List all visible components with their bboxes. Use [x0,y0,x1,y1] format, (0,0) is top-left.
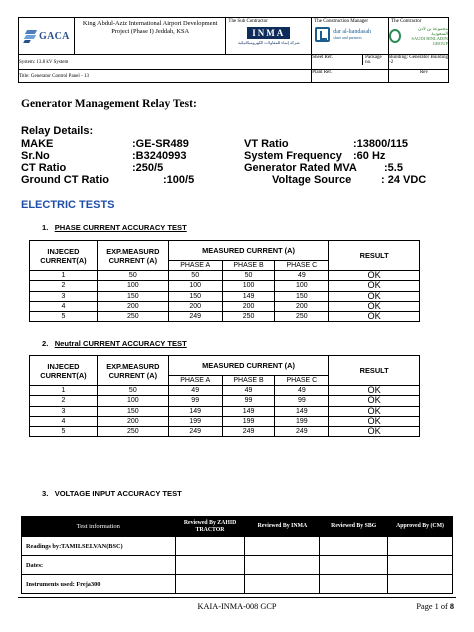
cell-phase-c: 149 [275,406,329,416]
sbg-arabic-name: مجموعة بن لادن السعودية [417,26,448,36]
neutral-current-table [29,355,420,437]
cell-result: OK [329,416,420,426]
cell-phase-c: 199 [275,416,329,426]
cell-expected: 150 [97,291,168,301]
gaca-logo-icon [23,29,37,43]
cell-phase-a: 249 [168,426,222,436]
generator-mva-value: :5.5 [384,162,403,174]
test-information-header: Test information [22,517,176,537]
relay-details-heading: Relay Details: [21,125,94,137]
dates-label: Dates: [22,556,176,575]
cell-expected: 100 [97,281,168,291]
cell-phase-b: 200 [222,301,275,311]
plant-ref-label: Plant Ref. [312,70,333,75]
document-title: Generator Management Relay Test: [21,98,197,110]
t1-col-result: RESULT [329,241,420,271]
ground-ct-value: :100/5 [163,174,195,186]
cell-result: OK [329,386,420,396]
sign-zahid-3 [175,575,245,594]
cell-phase-b: 199 [222,416,275,426]
cell-expected: 50 [97,271,168,281]
document-header [18,17,449,83]
ground-ct-label: Ground CT Ratio [21,174,109,186]
sheet-ref-label: Sheet Ref. [312,55,334,60]
table1-number: 1. [42,223,49,232]
cell-phase-c: 100 [275,281,329,291]
cell-phase-c: 49 [275,271,329,281]
cell-injected: 1 [30,271,98,281]
page-total: 8 [449,602,454,611]
cell-result: OK [329,281,420,291]
ct-ratio-label: CT Ratio [21,162,67,174]
serial-value: :B3240993 [132,150,187,162]
construction-manager-cell [312,18,389,55]
footer-page-number [416,602,454,611]
cell-injected: 5 [30,311,98,321]
rev-cell [389,70,449,83]
reviewed-inma-header: Reviewed By INMA [245,517,320,537]
building-text: Building: Generator Building -2 [389,55,448,65]
cell-result: OK [329,291,420,301]
cell-result: OK [329,271,420,281]
cell-phase-a: 199 [168,416,222,426]
cell-phase-b: 149 [222,291,275,301]
sign-cm-3 [388,575,453,594]
cell-expected: 150 [97,406,168,416]
cell-expected: 100 [97,396,168,406]
cell-injected: 4 [30,301,98,311]
t2-col-injected: INJECED CURRENT(A) [30,356,98,386]
cell-result: OK [329,301,420,311]
instruments-used: Instruments used: Freja300 [22,575,176,594]
cell-phase-b: 250 [222,311,275,321]
cell-phase-a: 99 [168,396,222,406]
table-row [30,416,420,426]
system-frequency-value: :60 Hz [353,150,386,162]
sbg-logo-text: SAUDI BINLADIN GROUP [411,36,448,46]
table-row [30,301,420,311]
contractor-label: The Contractor [391,19,422,24]
table3-number: 3. [42,489,49,498]
sbg-logo-icon [389,29,401,43]
cell-injected: 1 [30,386,98,396]
title-text: Title: Generator Control Panel - 13 [19,73,89,79]
signoff-table [21,516,453,594]
cell-injected: 5 [30,426,98,436]
cell-injected: 2 [30,281,98,291]
vt-ratio-value: :13800/115 [353,138,409,150]
t1-col-measured: MEASURED CURRENT (A) [168,241,329,261]
cell-phase-b: 49 [222,386,275,396]
gaca-logo-text: GACA [39,30,70,42]
system-cell [19,55,312,70]
project-title: King Abdul-Aziz International Airport Development Project (Phase I) Jeddah, KSA [82,20,218,35]
contractor-cell [389,18,449,55]
t2-phase-a: PHASE A [168,376,222,386]
cell-phase-c: 49 [275,386,329,396]
cell-expected: 250 [97,311,168,321]
table2-title: Neutral CURRENT ACCURACY TEST [54,339,187,348]
cell-phase-a: 100 [168,281,222,291]
page-prefix: Page 1 of [416,602,448,611]
table3-title: VOLTAGE INPUT ACCURACY TEST [54,489,182,498]
package-no-label: Package no. [362,55,388,65]
sign-inma-3 [245,575,320,594]
generator-mva-label: Generator Rated MVA [244,162,357,174]
cell-expected: 200 [97,301,168,311]
sign-sbg-1 [320,537,388,556]
inma-logo: INMA [247,27,290,39]
vt-ratio-label: VT Ratio [244,138,289,150]
cell-phase-c: 150 [275,291,329,301]
make-value: :GE-SR489 [132,138,189,150]
t2-phase-c: PHASE C [275,376,329,386]
cell-phase-a: 150 [168,291,222,301]
cell-result: OK [329,406,420,416]
construction-manager-label: The Construction Manager [314,19,369,24]
cell-phase-b: 100 [222,281,275,291]
t2-col-measured: MEASURED CURRENT (A) [168,356,329,376]
cell-injected: 4 [30,416,98,426]
dar-logo-icon [315,27,330,42]
sub-contractor-cell [226,18,312,55]
table-row [30,291,420,301]
dar-logo-subtext: shair and partners [333,34,362,40]
dar-logo-text: dar al-handasah [333,28,372,35]
cell-phase-b: 50 [222,271,275,281]
ct-ratio-value: :250/5 [132,162,164,174]
table3-heading [42,489,182,498]
rev-label: Rev [419,70,428,75]
reviewed-zahid-header: Reviewed By ZAHID TRACTOR [175,517,245,537]
sub-contractor-label: The Sub Contractor [228,19,268,24]
cell-expected: 50 [97,386,168,396]
cell-result: OK [329,311,420,321]
system-text: System: 13.8 kV System [19,59,69,65]
readings-by: Readings by:TAMILSELVAN(BSC) [22,537,176,556]
gaca-logo-cell [19,18,75,55]
footer-divider [18,597,456,598]
inma-arabic-name: شركة إنماء للمقاولات الكهروميكانيكية [238,40,300,45]
cell-result: OK [329,426,420,436]
t1-phase-a: PHASE A [168,261,222,271]
system-frequency-label: System Frequency [244,150,342,162]
cell-phase-c: 99 [275,396,329,406]
cell-phase-b: 99 [222,396,275,406]
project-title-cell [74,18,225,55]
cell-injected: 3 [30,406,98,416]
table1-title: PHASE CURRENT ACCURACY TEST [54,223,187,232]
t2-phase-b: PHASE B [222,376,275,386]
sign-inma-2 [245,556,320,575]
t1-phase-b: PHASE B [222,261,275,271]
cell-phase-a: 149 [168,406,222,416]
table1-heading [42,223,187,232]
sheet-ref-cell [312,55,389,70]
reviewed-sbg-header: Reviewed By SBG [320,517,388,537]
footer-doc-ref: KAIA-INMA-008 GCP [197,602,277,611]
t1-phase-c: PHASE C [275,261,329,271]
t2-col-result: RESULT [329,356,420,386]
cell-phase-a: 49 [168,386,222,396]
sign-sbg-2 [320,556,388,575]
t1-col-injected: INJECED CURRENT(A) [30,241,98,271]
plant-ref-cell [312,70,389,83]
cell-expected: 250 [97,426,168,436]
cell-phase-c: 200 [275,301,329,311]
sign-zahid-1 [175,537,245,556]
cell-expected: 200 [97,416,168,426]
phase-current-table [29,240,420,322]
table-row [30,426,420,436]
cell-phase-a: 249 [168,311,222,321]
building-cell [389,55,449,70]
table2-number: 2. [42,339,49,348]
title-cell [19,70,312,83]
sign-cm-1 [388,537,453,556]
cell-injected: 3 [30,291,98,301]
serial-label: Sr.No [21,150,50,162]
voltage-source-value: : 24 VDC [381,174,427,186]
cell-phase-a: 50 [168,271,222,281]
table2-heading [42,339,187,348]
cell-injected: 2 [30,396,98,406]
cell-phase-c: 250 [275,311,329,321]
cell-phase-a: 200 [168,301,222,311]
cell-phase-b: 149 [222,406,275,416]
cell-phase-b: 249 [222,426,275,436]
table-row [30,311,420,321]
sign-cm-2 [388,556,453,575]
t2-col-expected: EXP.MEASURD CURRENT (A) [97,356,168,386]
table-row [30,406,420,416]
sign-sbg-3 [320,575,388,594]
sign-zahid-2 [175,556,245,575]
table-row [30,281,420,291]
table-row [30,271,420,281]
t1-col-expected: EXP.MEASURD CURRENT (A) [97,241,168,271]
approved-cm-header: Approved By (CM) [388,517,453,537]
electric-tests-title: ELECTRIC TESTS [21,199,115,211]
table-row [30,396,420,406]
voltage-source-label: Voltage Source [272,174,352,186]
table-row [30,386,420,396]
cell-phase-c: 249 [275,426,329,436]
sign-inma-1 [245,537,320,556]
cell-result: OK [329,396,420,406]
make-label: MAKE [21,138,54,150]
